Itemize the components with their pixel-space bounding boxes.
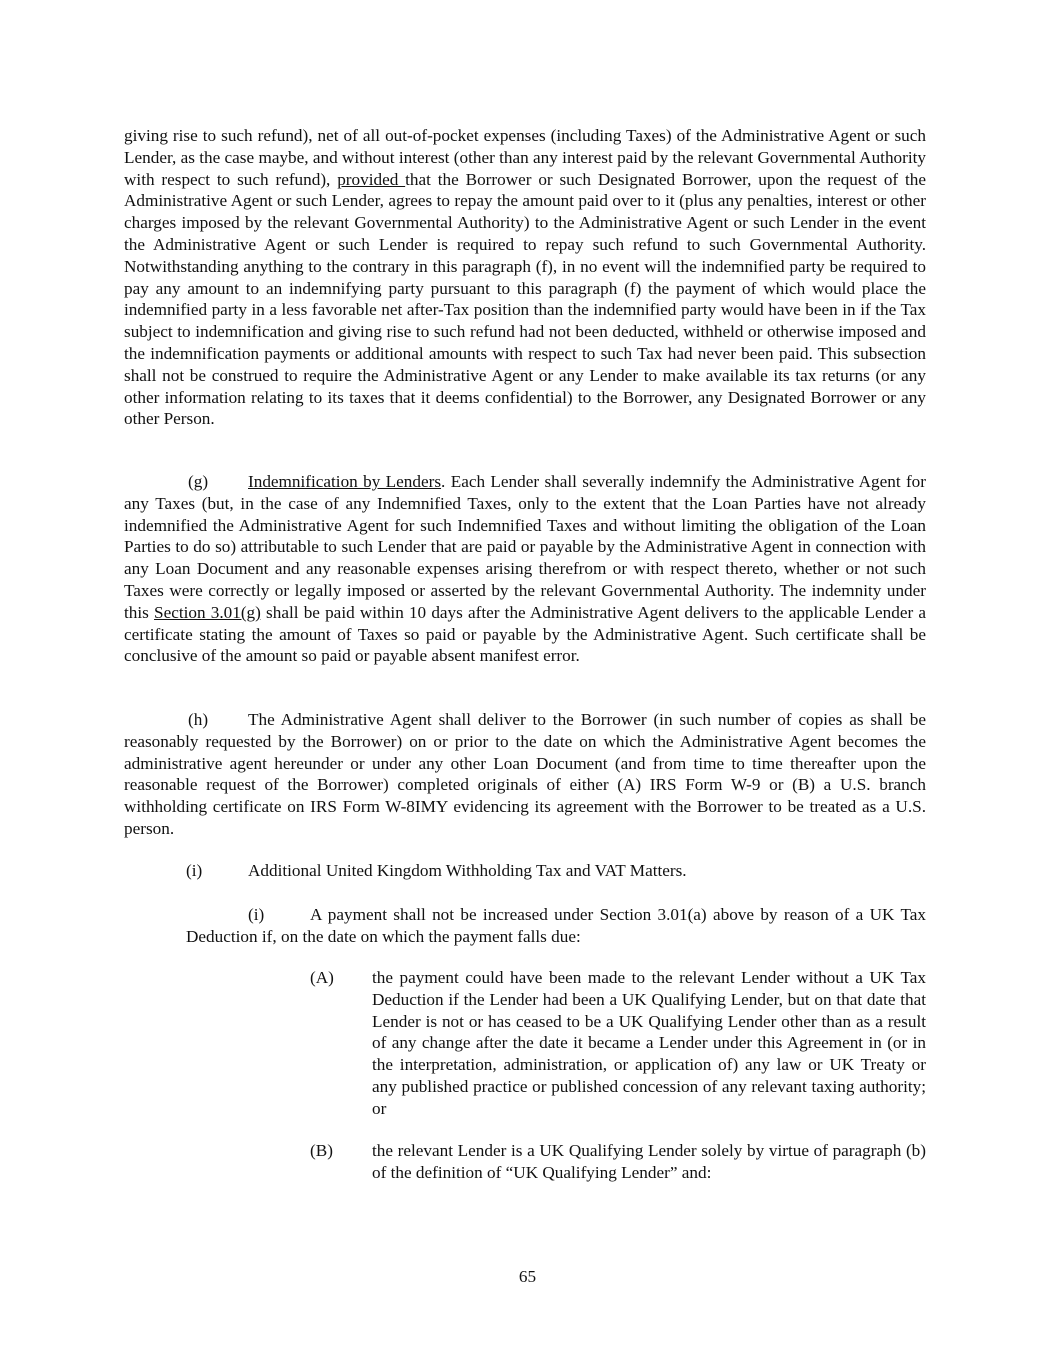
subclause-b-text: the relevant Lender is a UK Qualifying Lender solely by virtue of paragraph (b) of the definition of “UK Qualifying Lender” and: bbox=[372, 1141, 926, 1182]
paragraph-g bbox=[124, 471, 926, 667]
paragraph-f-continuation bbox=[124, 125, 926, 430]
section-reference: Section 3.01(g) bbox=[154, 602, 261, 622]
paragraph-h-label: (h) bbox=[188, 710, 209, 729]
p1-text-b: that the Borrower or such Designated Borrower, upon the request of the Administrative Agent or such Lender, agrees to repay the amount paid over to it (plus any penalties, interest or other charges imposed by the relevant Governmental Authority) to the Administrative Agent or such Lender in the event the Administrative Agent or such Lender is required to repay such refund to such Governmental Authority. Notwithstanding anything to the contrary in this paragraph (f), in no event will the indemnified party be required to pay any amount to an indemnifying party pursuant to this paragraph (f) the payment of which would place the indemnified party in a less favorable net after-Tax position than the indemnified party would have been in if the Tax subject to indemnification and giving rise to such refund had not been deducted, withheld or otherwise imposed and the indemnification payments or additional amounts with respect to such Tax had never been paid. This subsection shall not be construed to require the Administrative Agent or any Lender to make available its tax returns (or any other information relating to its taxes that it deems confidential) to the Borrower, any Designated Borrower or any other Person. bbox=[124, 169, 926, 429]
subclause-b-label: (B) bbox=[310, 1141, 333, 1160]
paragraph-g-heading: Indemnification by Lenders bbox=[248, 472, 442, 491]
paragraph-g-text-b: shall be paid within 10 days after the Administrative Agent delivers to the applicable Lender a certificate stating the amount of Taxes so paid or payable by the Administrative Agent. Such certificate shall be conclusive of the amount so paid or payable absent manifest error. bbox=[124, 602, 926, 666]
paragraph-h-text: The Administrative Agent shall deliver to the Borrower (in such number of copies as shall be reasonably requested by the Borrower) on or prior to the date on which the Administrative Agent becomes the administrative agent hereunder or under any other Loan Document (and from time to time thereafter upon the reasonable request of the Borrower) completed originals of either (A) IRS Form W-9 or (B) a U.S. branch withholding certificate on IRS Form W-8IMY evidencing its agreement with the Borrower to be treated as a U.S. person. bbox=[124, 710, 926, 838]
p1-text-a: giving rise to such refund), net of all out-of-pocket expenses (including Taxes) of the Administrative Agent or such Lender, as the case maybe, and without interest (other than any interest paid by the relevant Governmental Authority with respect to such refund), bbox=[124, 126, 926, 189]
paragraph-i-heading: Additional United Kingdom Withholding Tax and VAT Matters. bbox=[248, 861, 687, 880]
paragraph-g-label: (g) bbox=[188, 472, 209, 491]
provided-term: provided bbox=[337, 169, 406, 189]
paragraph-g-text-a: . Each Lender shall severally indemnify the Administrative Agent for any Taxes (but, in the case of any Indemnified Taxes, only to the extent that the Loan Parties have not already indemnified the Administrative Agent for such Indemnified Taxes and without limiting the obligation of the Loan Parties to do so) attributable to such Lender that are paid or payable by the Administrative Agent in connection with any Loan Document and any reasonable expenses arising therefrom or with respect thereto, whether or not such Taxes were correctly or legally imposed or asserted by the relevant Governmental Authority. The indemnity under this bbox=[124, 472, 926, 622]
paragraph-h bbox=[124, 709, 926, 840]
paragraph-i-i-label: (i) bbox=[248, 905, 265, 924]
paragraph-i-label: (i) bbox=[186, 861, 203, 880]
paragraph-i-i bbox=[186, 904, 926, 948]
paragraph-i-i-text: A payment shall not be increased under Section 3.01(a) above by reason of a UK Tax Deduction if, on the date on which the payment falls due: bbox=[186, 905, 926, 946]
subclause-a-label: (A) bbox=[310, 968, 334, 987]
subclause-a-text: the payment could have been made to the relevant Lender without a UK Tax Deduction if the Lender had been a UK Qualifying Lender, but on that date that Lender is not or has ceased to be a UK Qualifying Lender other than as a result of any change after the date it became a Lender under this Agreement in (or in the interpretation, administration, or application of) any law or UK Treaty or any published practice or published concession of any relevant taxing authority; or bbox=[372, 968, 926, 1118]
page-number: 65 bbox=[518, 1267, 537, 1286]
